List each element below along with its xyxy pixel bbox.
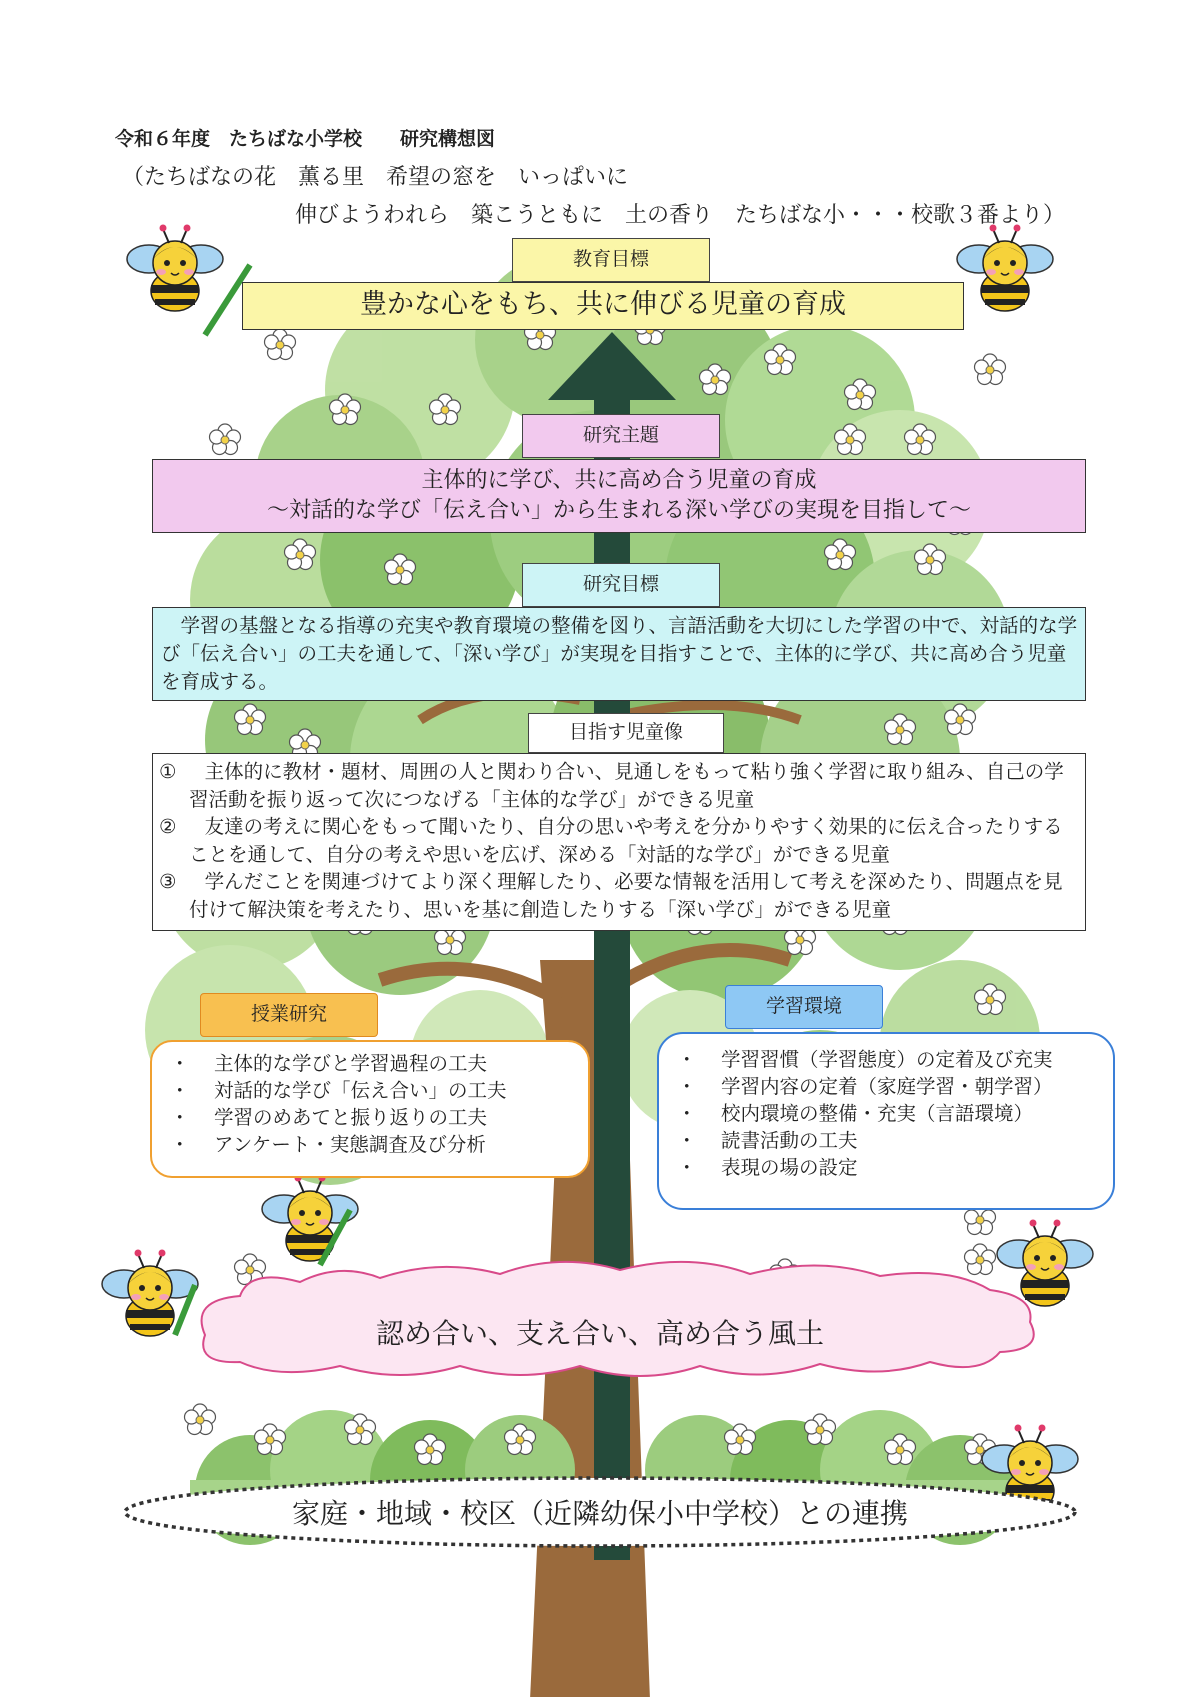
school-song-line-2: 伸びようわれら 築こうともに 土の香り たちばな小・・・校歌３番より）	[295, 203, 1066, 228]
list-item: ・ 学習内容の定着（家庭学習・朝学習）	[659, 1073, 1113, 1100]
item-text: 学んだことを関連づけてより深く理解したり、必要な情報を活用して考えを深めたり、問題点を見付けて解決策を考えたり、思いを基に創造したりする「深い学び」ができる児童	[189, 870, 1063, 921]
list-item: ・ 表現の場の設定	[659, 1154, 1113, 1181]
research-goal-box	[152, 607, 1086, 701]
culture-text: 認め合い、支え合い、高め合う風土	[375, 1317, 824, 1350]
list-item: ・ アンケート・実態調査及び分析	[152, 1131, 588, 1158]
target-child-item-2	[159, 813, 1079, 868]
research-goal-text: 学習の基盤となる指導の充実や教育環境の整備を図り、言語活動を大切にした学習の中で、対話的な学び「伝え合い」の工夫を通して、「深い学び」が実現を目指すことで、主体的に学び、共に高め合う児童を育成する。	[161, 614, 1078, 693]
item-number: ②	[159, 815, 177, 838]
partnership-text: 家庭・地域・校区（近隣幼保小中学校）との連携	[291, 1497, 908, 1530]
learning-env-box	[657, 1032, 1115, 1210]
item-number: ①	[159, 760, 177, 783]
page-title: 令和６年度 たちばな小学校 研究構想図	[115, 128, 496, 150]
list-item: ・ 主体的な学びと学習過程の工夫	[152, 1050, 588, 1077]
list-item: ・ 校内環境の整備・充実（言語環境）	[659, 1100, 1113, 1127]
item-text: 友達の考えに関心をもって聞いたり、自分の思いや考えを分かりやすく効果的に伝え合ったりすることを通して、自分の考えや思いを広げ、深める「対話的な学び」ができる児童	[189, 815, 1063, 866]
learning-env-label: 学習環境	[725, 985, 883, 1029]
education-goal-box	[242, 282, 964, 330]
research-theme-box	[152, 459, 1086, 533]
lesson-research-box	[150, 1040, 590, 1178]
research-goal-label: 研究目標	[522, 563, 720, 607]
education-goal-label: 教育目標	[512, 238, 710, 282]
target-child-item-1	[159, 758, 1079, 813]
school-song-line-1: （たちばなの花 薫る里 希望の窓を いっぱいに	[122, 165, 629, 190]
target-child-box	[152, 753, 1086, 931]
list-item: ・ 学習のめあてと振り返りの工夫	[152, 1104, 588, 1131]
list-item: ・ 対話的な学び「伝え合い」の工夫	[152, 1077, 588, 1104]
research-theme-sub: ～対話的な学び「伝え合い」から生まれる深い学びの実現を目指して～	[266, 498, 971, 523]
education-goal-text: 豊かな心をもち、共に伸びる児童の育成	[360, 289, 846, 320]
item-text: 主体的に教材・題材、周囲の人と関わり合い、見通しをもって粘り強く学習に取り組み、自己の学習活動を振り返って次につなげる「主体的な学び」ができる児童	[189, 760, 1064, 811]
learning-env-list	[659, 1046, 1113, 1181]
target-child-label: 目指す児童像	[528, 713, 724, 753]
lesson-research-list	[152, 1050, 588, 1158]
item-number: ③	[159, 870, 177, 893]
target-child-item-3	[159, 868, 1079, 923]
research-theme-label: 研究主題	[522, 414, 720, 458]
list-item: ・ 学習習慣（学習態度）の定着及び充実	[659, 1046, 1113, 1073]
research-theme-main: 主体的に学び、共に高め合う児童の育成	[421, 468, 817, 493]
list-item: ・ 読書活動の工夫	[659, 1127, 1113, 1154]
lesson-research-label: 授業研究	[200, 993, 378, 1037]
